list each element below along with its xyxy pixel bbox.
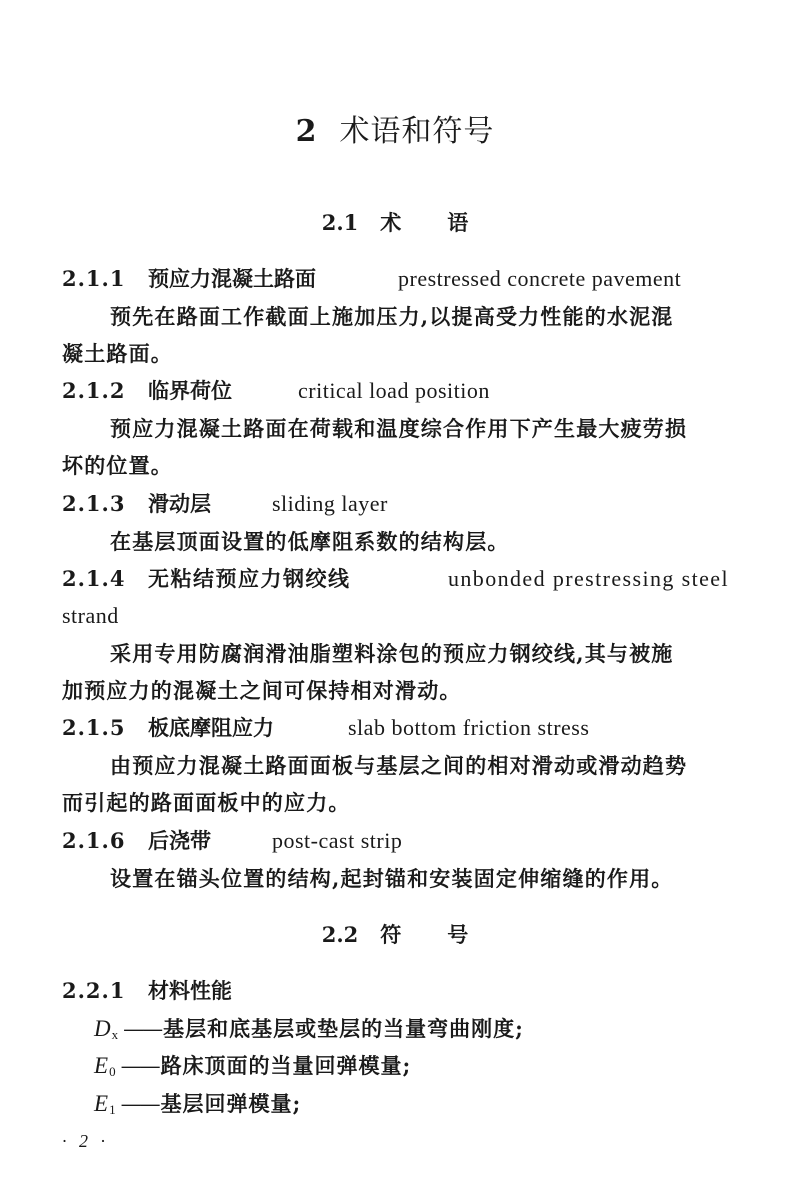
term-number: 2.1.1 <box>62 266 126 291</box>
symbol: $D_x$ <box>94 1016 120 1042</box>
section-number: 2.2 <box>321 922 359 947</box>
term-heading <box>62 264 681 294</box>
section-title-symbols <box>0 920 790 950</box>
term-english: slab bottom friction stress <box>348 715 590 740</box>
term-definition: 而引起的路面面板中的应力。 <box>62 790 351 815</box>
term-english: prestressed concrete pavement <box>398 266 682 291</box>
chapter-title-text: 术语和符号 <box>339 114 495 149</box>
term-definition: 设置在锚头位置的结构,起封锚和安装固定伸缩缝的作用。 <box>110 866 674 891</box>
section-title-char: 号 <box>447 922 469 947</box>
symbol-description: 基层回弹模量; <box>160 1091 302 1116</box>
term-heading <box>62 564 729 594</box>
symbol-dash: —— <box>120 1054 159 1078</box>
term-english: post-cast strip <box>272 828 403 853</box>
term-chinese: 无粘结预应力钢绞线 <box>148 566 351 591</box>
subsection-title: 材料性能 <box>148 978 232 1003</box>
term-definition: 预先在路面工作截面上施加压力,以提高受力性能的水泥混 <box>110 304 674 329</box>
term-english: unbonded prestressing steel <box>448 566 729 591</box>
subsection-heading <box>62 976 232 1006</box>
symbol-dash: —— <box>123 1017 162 1041</box>
term-definition: 加预应力的混凝土之间可保持相对滑动。 <box>62 678 462 703</box>
term-number: 2.1.4 <box>62 566 126 591</box>
term-chinese: 预应力混凝土路面 <box>148 266 316 291</box>
term-english: sliding layer <box>272 491 388 516</box>
symbol: $E_1$ <box>94 1091 117 1117</box>
term-number: 2.1.6 <box>62 828 126 853</box>
term-definition: 预应力混凝土路面在荷载和温度综合作用下产生最大疲劳损 <box>110 416 688 441</box>
symbol-entry <box>94 1051 411 1087</box>
chapter-number: 2 <box>295 114 318 149</box>
section-title-char: 语 <box>447 210 469 235</box>
term-number: 2.1.3 <box>62 491 126 516</box>
term-definition: 采用专用防腐润滑油脂塑料涂包的预应力钢绞线,其与被施 <box>110 641 674 666</box>
term-definition: 坏的位置。 <box>62 453 173 478</box>
chapter-title <box>0 112 790 152</box>
term-heading <box>62 826 402 856</box>
term-chinese: 后浇带 <box>148 828 211 853</box>
section-title-char: 符 <box>380 922 402 947</box>
section-title-char: 术 <box>380 210 402 235</box>
term-heading <box>62 489 388 519</box>
term-heading <box>62 713 589 743</box>
section-number: 2.1 <box>321 210 359 235</box>
section-title-terms <box>0 208 790 238</box>
term-chinese: 临界荷位 <box>148 378 232 403</box>
term-number: 2.1.5 <box>62 715 126 740</box>
term-english: critical load position <box>298 378 490 403</box>
symbol-entry <box>94 1089 301 1125</box>
subsection-number: 2.2.1 <box>62 978 126 1003</box>
term-definition: 由预应力混凝土路面面板与基层之间的相对滑动或滑动趋势 <box>110 753 688 778</box>
term-definition: 凝土路面。 <box>62 341 173 366</box>
term-chinese: 板底摩阻应力 <box>148 715 274 740</box>
page-number: · 2 · <box>62 1131 109 1151</box>
symbol-dash: —— <box>120 1092 159 1116</box>
term-definition: 在基层顶面设置的低摩阻系数的结构层。 <box>110 529 510 554</box>
symbol-description: 基层和底基层或垫层的当量弯曲刚度; <box>163 1016 524 1041</box>
term-heading <box>62 376 490 406</box>
term-number: 2.1.2 <box>62 378 126 403</box>
symbol-entry <box>94 1014 524 1050</box>
symbol: $E_0$ <box>94 1053 117 1079</box>
symbol-description: 路床顶面的当量回弹模量; <box>160 1053 412 1078</box>
term-english-continued: strand <box>62 603 119 628</box>
term-chinese: 滑动层 <box>148 491 211 516</box>
